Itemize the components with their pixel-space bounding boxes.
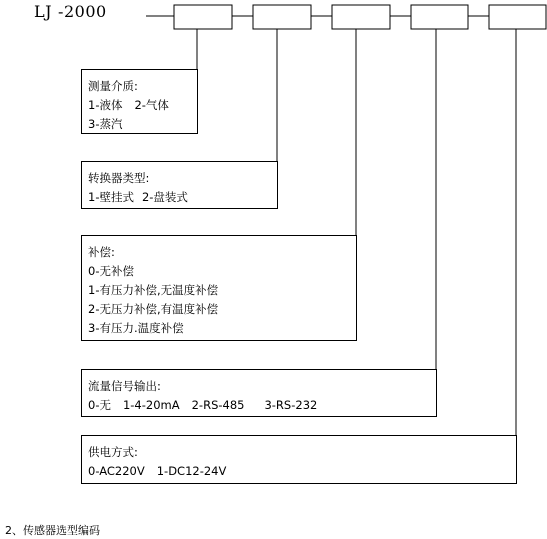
code-slot-5 xyxy=(489,5,546,29)
option-item: 0-无 xyxy=(88,398,111,412)
option-item: 3-有压力.温度补偿 xyxy=(88,321,184,335)
medium-box xyxy=(81,69,198,134)
option-item: 2-盘装式 xyxy=(141,190,188,204)
box-title: 转换器类型: xyxy=(88,171,150,185)
figure-caption: 2、传感器选型编码 xyxy=(5,524,100,537)
option-item: 1-液体 xyxy=(88,98,123,112)
box-title: 供电方式: xyxy=(88,445,138,459)
model-code xyxy=(34,2,107,21)
option-item: 1-4-20mA xyxy=(122,398,180,412)
option-item: 3-蒸汽 xyxy=(88,117,123,131)
code-slot-4 xyxy=(411,5,468,29)
model-prefix: LJ xyxy=(34,2,53,21)
model-number: -2000 xyxy=(58,2,107,21)
box-title: 补偿: xyxy=(88,245,115,259)
flow-output-box xyxy=(81,369,437,417)
option-item: 2-无压力补偿,有温度补偿 xyxy=(88,302,219,316)
box-title: 测量介质: xyxy=(88,79,138,93)
option-item: 2-气体 xyxy=(134,98,169,112)
code-slot-3 xyxy=(332,5,390,29)
option-item: 1-壁挂式 xyxy=(88,190,134,204)
code-slot-1 xyxy=(174,5,232,29)
option-item: 2-RS-485 xyxy=(191,398,245,412)
option-item: 3-RS-232 xyxy=(264,398,318,412)
option-item: 0-AC220V xyxy=(88,464,145,478)
code-slot-2 xyxy=(253,5,311,29)
compensation-box xyxy=(81,235,357,341)
power-supply-box xyxy=(81,435,517,484)
option-item: 0-无补偿 xyxy=(88,264,134,278)
converter-type-box xyxy=(81,161,278,209)
box-title: 流量信号输出: xyxy=(88,379,161,393)
option-item: 1-有压力补偿,无温度补偿 xyxy=(88,283,219,297)
option-item: 1-DC12-24V xyxy=(156,464,227,478)
